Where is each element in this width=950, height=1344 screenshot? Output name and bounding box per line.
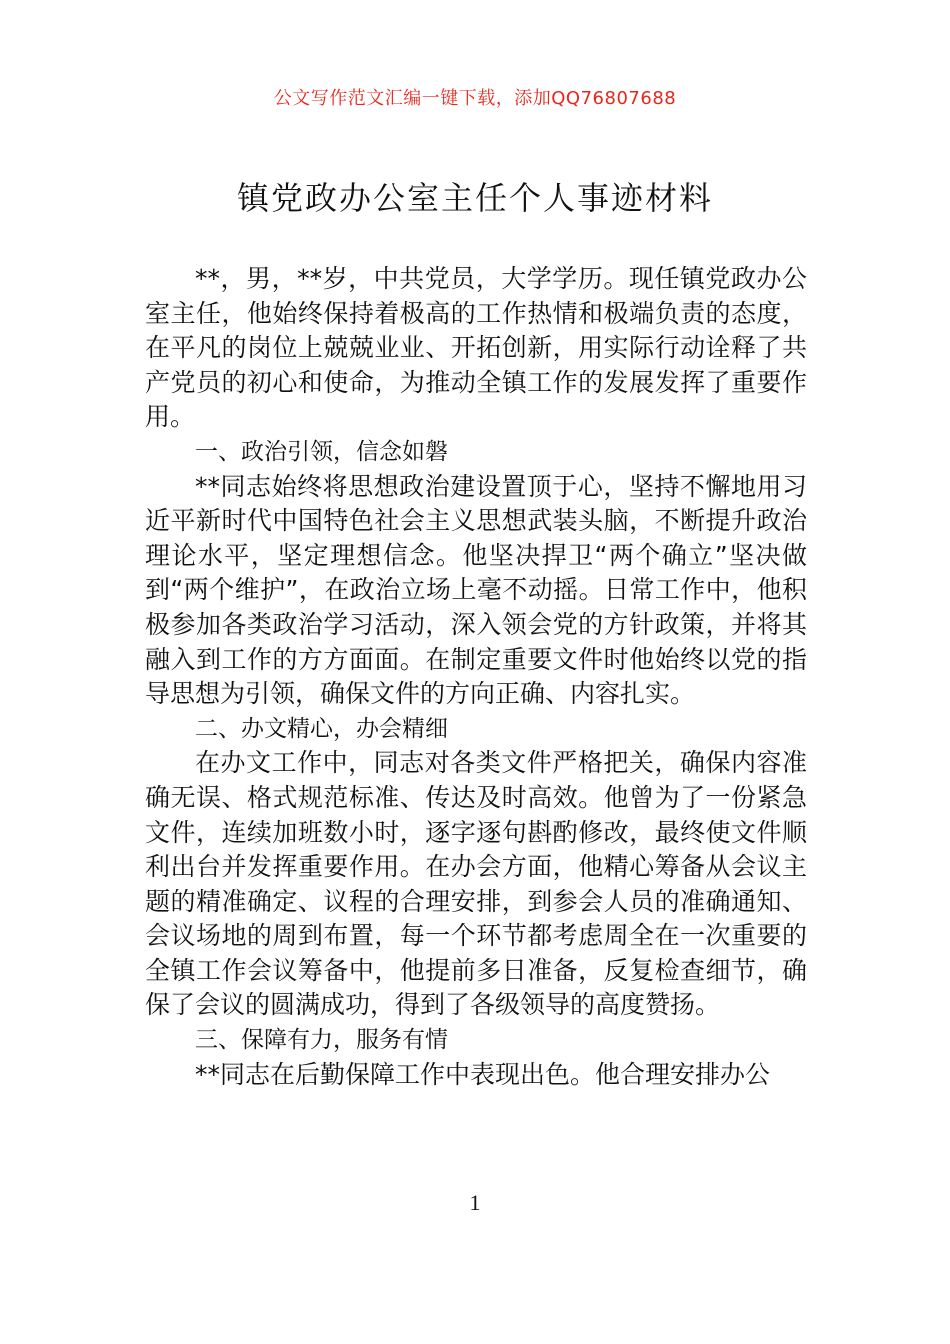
section-1-paragraph: **同志始终将思想政治建设置顶于心，坚持不懈地用习近平新时代中国特色社会主义思想武装头脑，不断提升政治理论水平，坚定理想信念。他坚决捍卫“两个确立”坚决做到“两个维护”，在政治立场上毫不动摇。日常工作中，他积极参加各类政治学习活动，深入领会党的方针政策，并将其融入到工作的方方面面。在制定重要文件时他始终以党的指导思想为引领，确保文件的方向正确、内容扎实。 — [145, 471, 807, 709]
section-2-paragraph: 在办文工作中，同志对各类文件严格把关，确保内容准确无误、格式规范标准、传达及时高效。他曾为了一份紧急文件，连续加班数小时，逐字逐句斟酌修改，最终使文件顺利出台并发挥重要作用。在办会方面，他精心筹备从会议主题的精准确定、议程的合理安排，到参会人员的准确通知、会议场地的周到布置，每一个环节都考虑周全在一次重要的全镇工作会议筹备中，他提前多日准备，反复检查细节，确保了会议的圆满成功，得到了各级领导的高度赞扬。 — [145, 748, 807, 1020]
section-3-paragraph: **同志在后勤保障工作中表现出色。他合理安排办公 — [195, 1059, 771, 1089]
section-heading-3: 三、保障有力，服务有情 — [195, 1027, 448, 1054]
intro-paragraph: **，男，**岁，中共党员，大学学历。现任镇党政办公室主任，他始终保持着极高的工作热情和极端负责的态度，在平凡的岗位上兢兢业业、开拓创新，用实际行动诠释了共产党员的初心和使命，为推动全镇工作的发展发挥了重要作用。 — [145, 264, 807, 432]
document-title: 镇党政办公室主任个人事迹材料 — [236, 179, 713, 217]
section-heading-1: 一、政治引领，信念如磐 — [195, 438, 448, 465]
document-body — [145, 262, 807, 1092]
section-heading-2: 二、办文精心，办会精细 — [195, 715, 448, 742]
page-number: 1 — [469, 1190, 481, 1215]
download-notice: 公文写作范文汇编一键下载，添加QQ76807688 — [273, 88, 677, 109]
